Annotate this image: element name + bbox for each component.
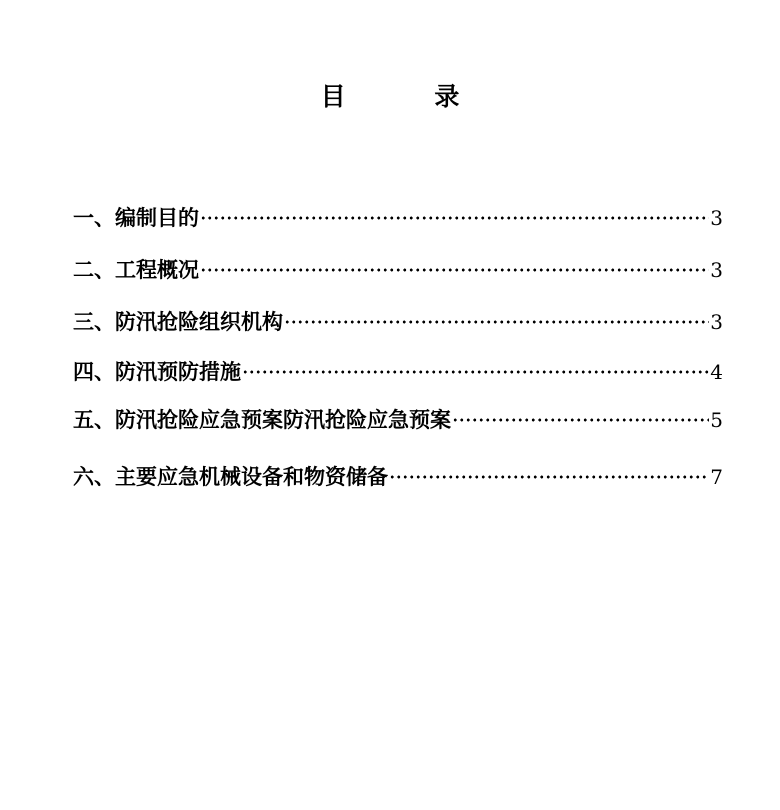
toc-entry[interactable]: [73, 357, 723, 387]
toc-entry-label: 六、主要应急机械设备和物资储备: [73, 464, 388, 489]
toc-entry[interactable]: [73, 255, 723, 285]
toc-entry-page: 3: [710, 310, 723, 334]
dot-leader: [200, 215, 709, 221]
dot-leader: [200, 267, 709, 273]
dot-leader: [242, 369, 709, 375]
toc-entry-label: 二、工程概况: [73, 257, 199, 282]
toc-entry-label: 一、编制目的: [73, 205, 199, 230]
toc-entry-page: 5: [710, 408, 723, 432]
toc-entry-page: 4: [710, 360, 723, 384]
dot-leader: [389, 474, 709, 480]
toc-entry[interactable]: [73, 203, 723, 233]
toc-entry-page: 3: [710, 206, 723, 230]
dot-leader: [452, 417, 709, 423]
toc-entry-label: 三、防汛抢险组织机构: [73, 309, 283, 334]
toc-entry-page: 3: [710, 258, 723, 282]
dot-leader: [284, 319, 709, 325]
toc-title: 目 录: [320, 82, 500, 111]
toc-entry[interactable]: [73, 462, 723, 492]
toc-entry[interactable]: [73, 405, 723, 435]
toc-entry-page: 7: [710, 465, 723, 489]
toc-entry[interactable]: [73, 307, 723, 337]
toc-entry-label: 四、防汛预防措施: [73, 359, 241, 384]
toc-entry-label: 五、防汛抢险应急预案防汛抢险应急预案: [73, 407, 451, 432]
